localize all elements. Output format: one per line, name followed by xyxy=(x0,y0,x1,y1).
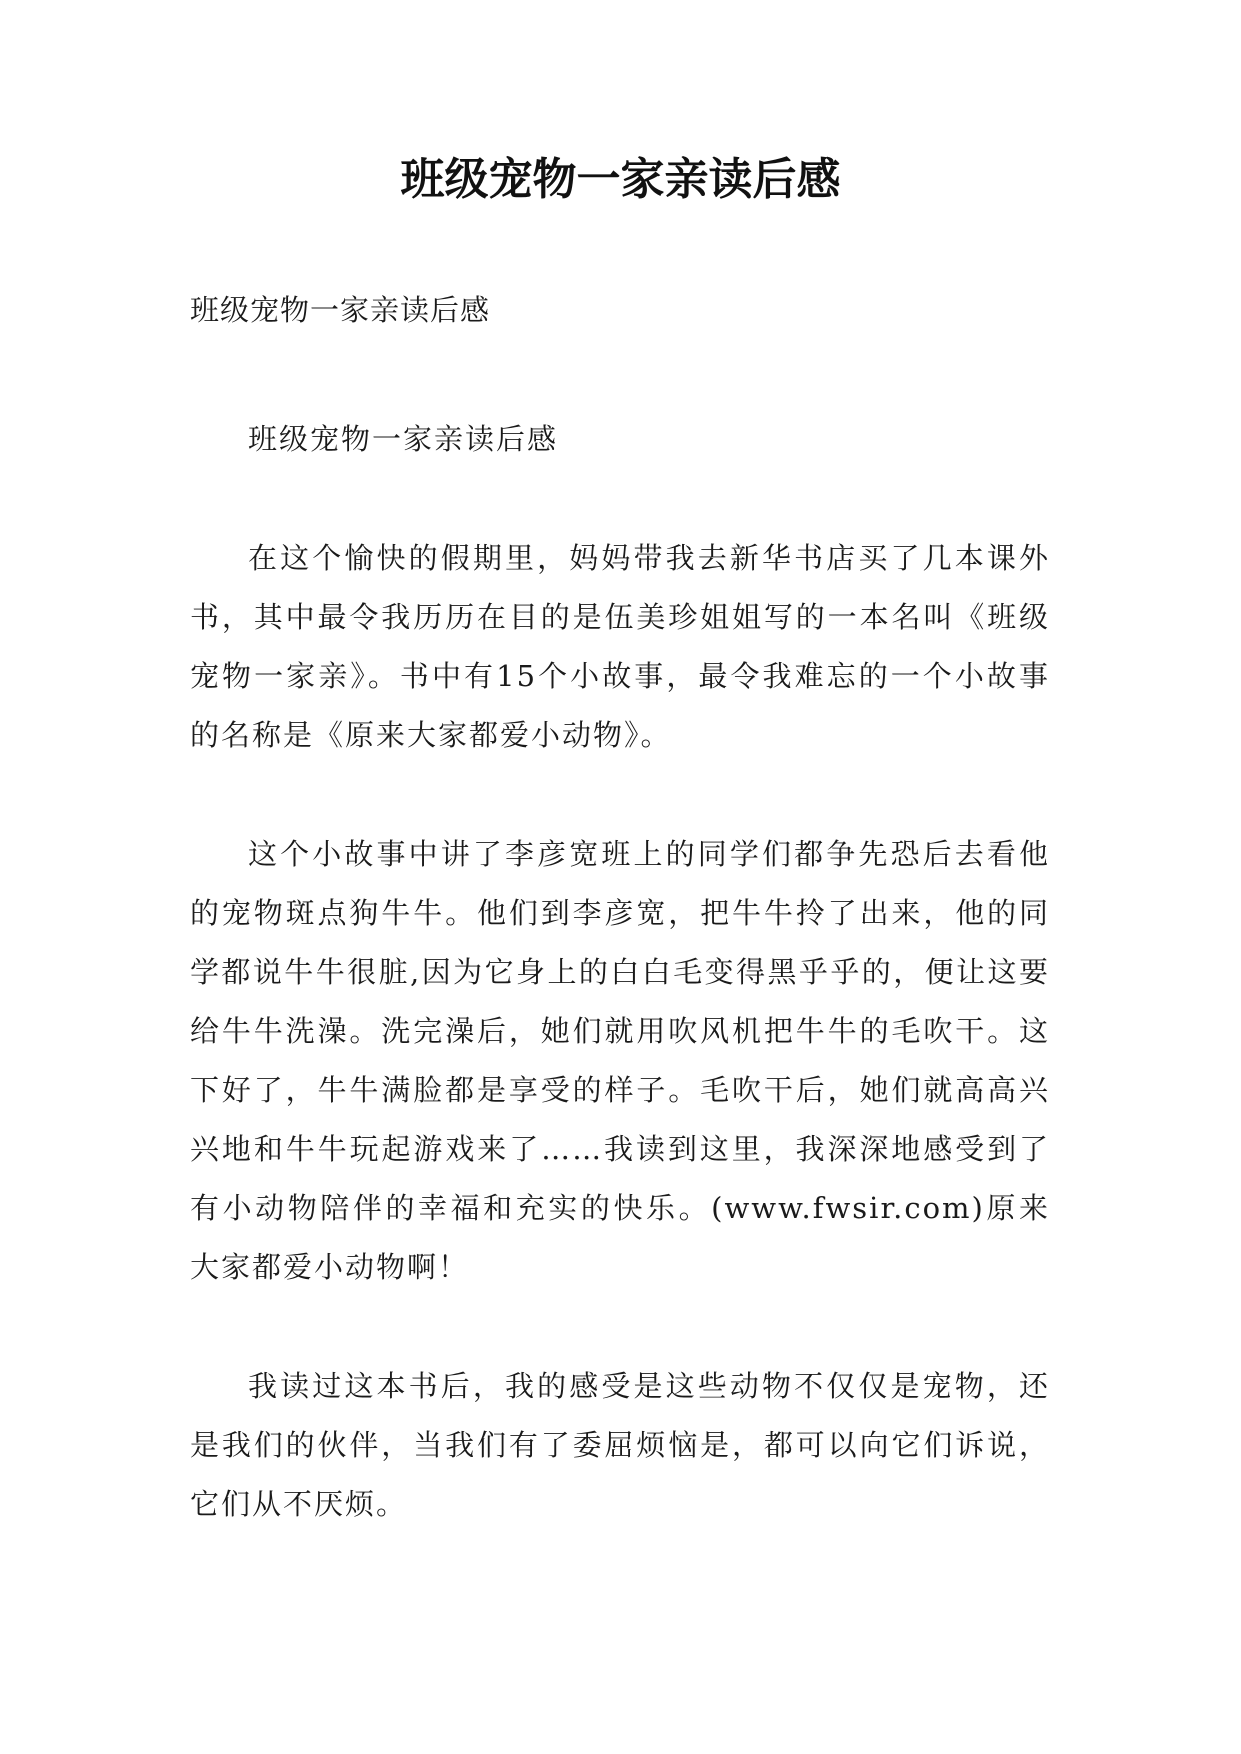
paragraph: 我读过这本书后，我的感受是这些动物不仅仅是宠物，还是我们的伙伴，当我们有了委屈烦恼是，都可以向它们诉说，它们从不厌烦。 xyxy=(190,1369,1050,1521)
paragraph-heading: 班级宠物一家亲读后感 xyxy=(248,422,559,456)
document-title: 班级宠物一家亲读后感 xyxy=(400,154,841,205)
document-subtitle: 班级宠物一家亲读后感 xyxy=(190,293,491,327)
paragraph: 在这个愉快的假期里，妈妈带我去新华书店买了几本课外书，其中最令我历历在目的是伍美珍姐姐写的一本名叫《班级宠物一家亲》。书中有15个小故事，最令我难忘的一个小故事的名称是《原来大家都爱小动物》。 xyxy=(190,541,1050,752)
document-body xyxy=(190,410,1050,1594)
paragraph: 这个小故事中讲了李彦宽班上的同学们都争先恐后去看他的宠物斑点狗牛牛。他们到李彦宽，把牛牛拎了出来，他的同学都说牛牛很脏,因为它身上的白白毛变得黑乎乎的，便让这要给牛牛洗澡。洗完澡后，她们就用吹风机把牛牛的毛吹干。这下好了，牛牛满脸都是享受的样子。毛吹干后，她们就高高兴兴地和牛牛玩起游戏来了……我读到这里，我深深地感受到了有小动物陪伴的幸福和充实的快乐。(www.fwsir.com)原来大家都爱小动物啊！ xyxy=(190,837,1050,1284)
